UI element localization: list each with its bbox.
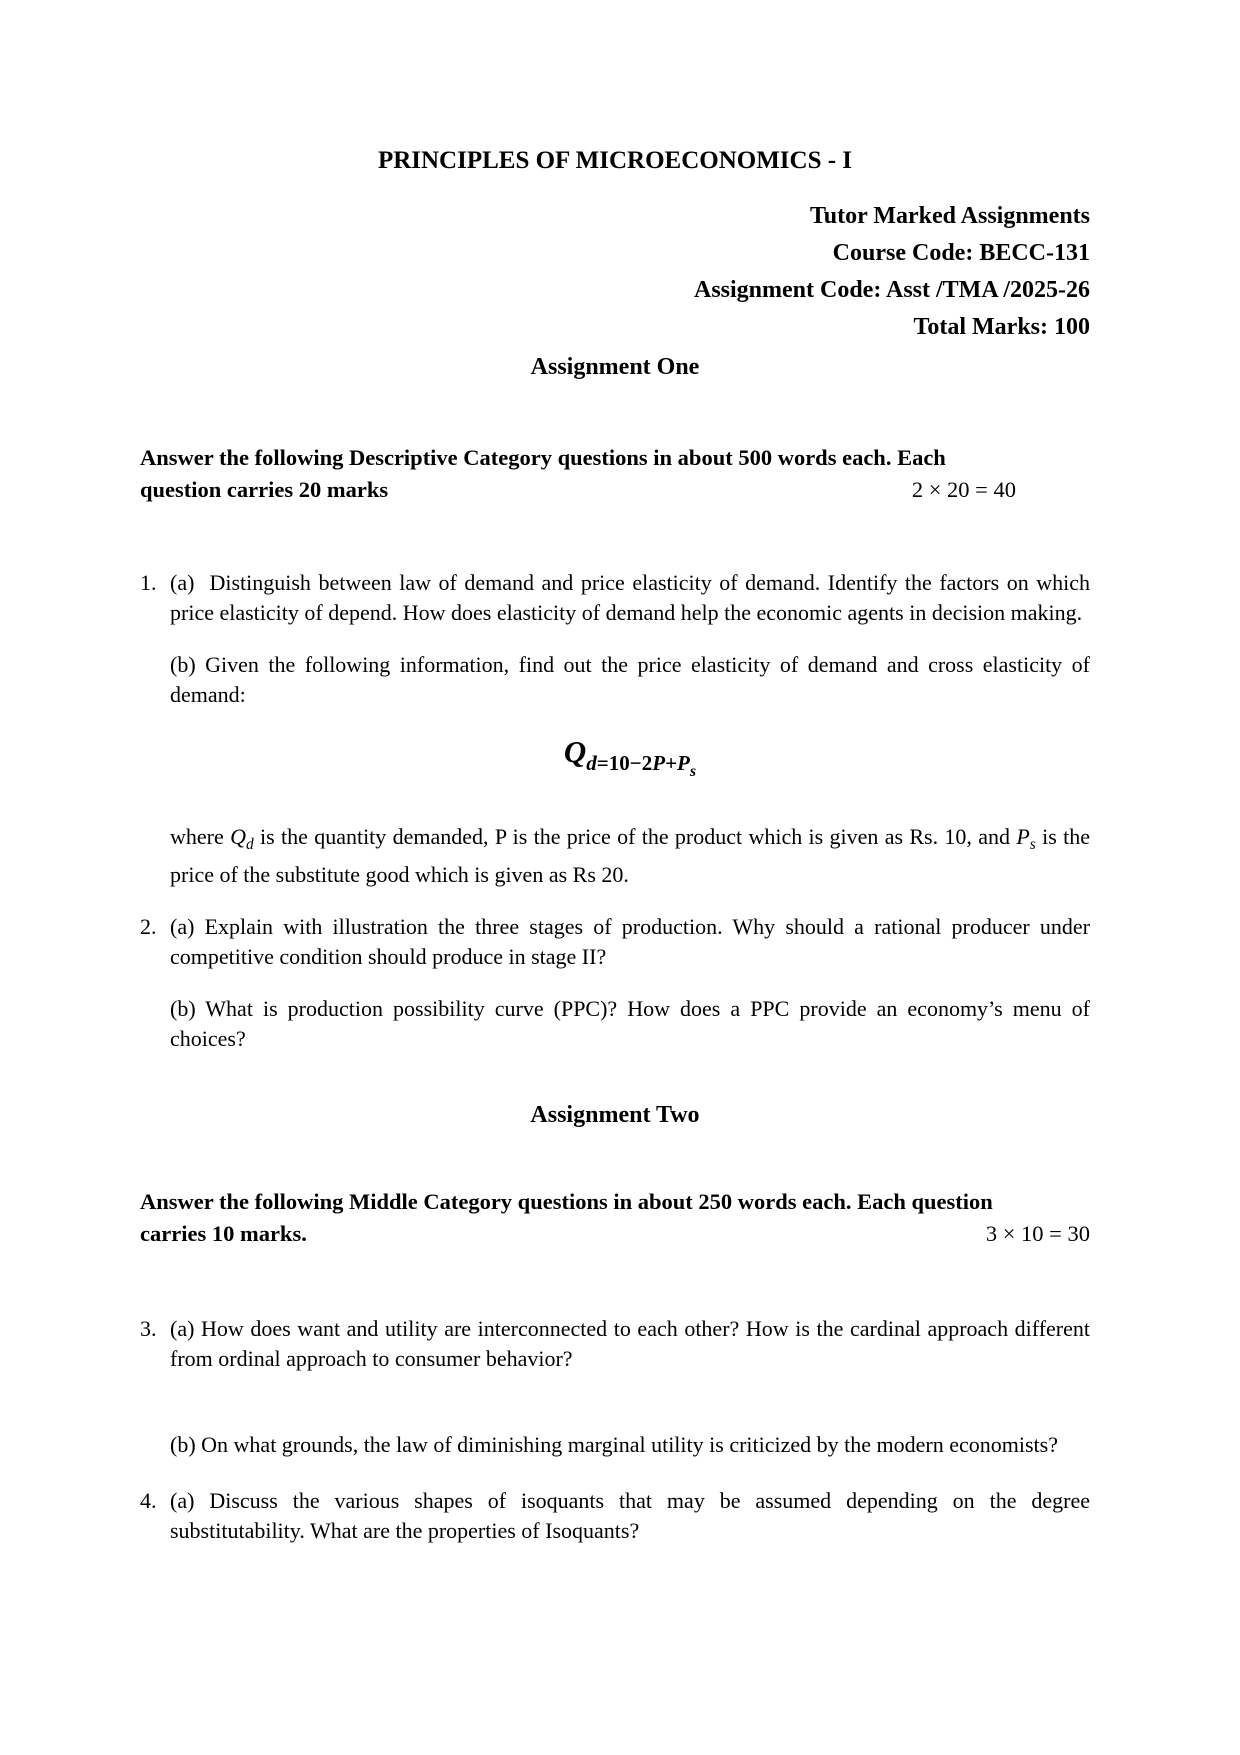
question-4-number: 4. — [140, 1488, 157, 1513]
question-2a-text: (a) Explain with illustration the three stages of production. Why should a rational producer under competitive condition should produce in stage II? — [170, 914, 1096, 969]
instruction2-line-2-row — [140, 1218, 1090, 1250]
question-3a-text: (a) How does want and utility are interconnected to each other? How is the cardinal approach different from ordinal approach to consumer behavior? — [170, 1316, 1096, 1371]
instruction-line-2-row — [140, 474, 1090, 506]
assignment-two-instruction — [140, 1186, 1090, 1250]
instruction-line-1: Answer the following Descriptive Category questions in about 500 words each. Each — [140, 445, 946, 470]
question-1-body — [170, 568, 1096, 912]
var-Qd: Q — [230, 824, 246, 849]
instruction2-line-2: carries 10 marks. — [140, 1221, 307, 1246]
question-2-body — [170, 912, 1096, 1054]
instruction2-line-1: Answer the following Middle Category questions in about 250 words each. Each question — [140, 1189, 993, 1214]
question-4a-text: (a) Discuss the various shapes of isoquants that may be assumed depending on the degree substitutability. What are the properties of Isoquants? — [170, 1488, 1096, 1543]
question-3-body — [170, 1314, 1096, 1486]
question-3-number: 3. — [140, 1316, 157, 1341]
marks-formula-assignment-one: 2 × 20 = 40 — [911, 477, 1016, 502]
equation-subscript: $d=10-2P+P_s$ — [586, 751, 697, 780]
question-1a-text: (a) Distinguish between law of demand and price elasticity of demand. Identify the factors on which price elasticity of depend. How does elasticity of demand help the economic agents in decision making. — [170, 570, 1096, 625]
demand-equation — [170, 728, 1090, 796]
assignment-header-block — [140, 198, 1090, 346]
question-1 — [140, 568, 1096, 912]
question-3 — [140, 1314, 1096, 1486]
instruction-line-2: question carries 20 marks — [140, 477, 389, 502]
question-2 — [140, 912, 1096, 1054]
header-line-assignment-code: Assignment Code: Asst /TMA /2025-26 — [693, 277, 1090, 303]
question-1-where-clause: where $Q_d$ is the quantity demanded, P is the price of the product which is given as Rs. 10, and $P_s$ is the price of the substitute good which is given as Rs 20. — [170, 824, 1096, 887]
question-1b-text: (b) Given the following information, find out the price elasticity of demand and cross elasticity of demand: — [170, 652, 1096, 707]
assignment-one-questions — [140, 568, 1096, 1054]
header-line-tutor-marked: Tutor Marked Assignments — [809, 203, 1090, 229]
question-2b-text: (b) What is production possibility curve (PPC)? How does a PPC provide an economy’s menu of choices? — [170, 996, 1096, 1051]
assignment-one-heading: Assignment One — [530, 354, 700, 380]
marks-formula-assignment-two: 3 × 10 = 30 — [985, 1221, 1090, 1246]
question-4 — [140, 1486, 1096, 1546]
question-4-body — [170, 1486, 1096, 1546]
assignment-one-instruction — [140, 442, 1090, 506]
var-Ps: P — [1016, 824, 1030, 849]
page-title: PRINCIPLES OF MICROECONOMICS - I — [377, 147, 853, 174]
header-line-course-code: Course Code: BECC-131 — [832, 240, 1090, 266]
question-1-number: 1. — [140, 570, 157, 595]
equation-base-Q: Q — [563, 734, 587, 769]
question-2-number: 2. — [140, 914, 157, 939]
assignment-two-questions — [140, 1314, 1096, 1546]
question-3b-text: (b) On what grounds, the law of diminishing marginal utility is criticized by the modern economists? — [170, 1432, 1058, 1457]
assignment-two-heading: Assignment Two — [530, 1102, 700, 1128]
header-line-total-marks: Total Marks: 100 — [913, 314, 1090, 340]
